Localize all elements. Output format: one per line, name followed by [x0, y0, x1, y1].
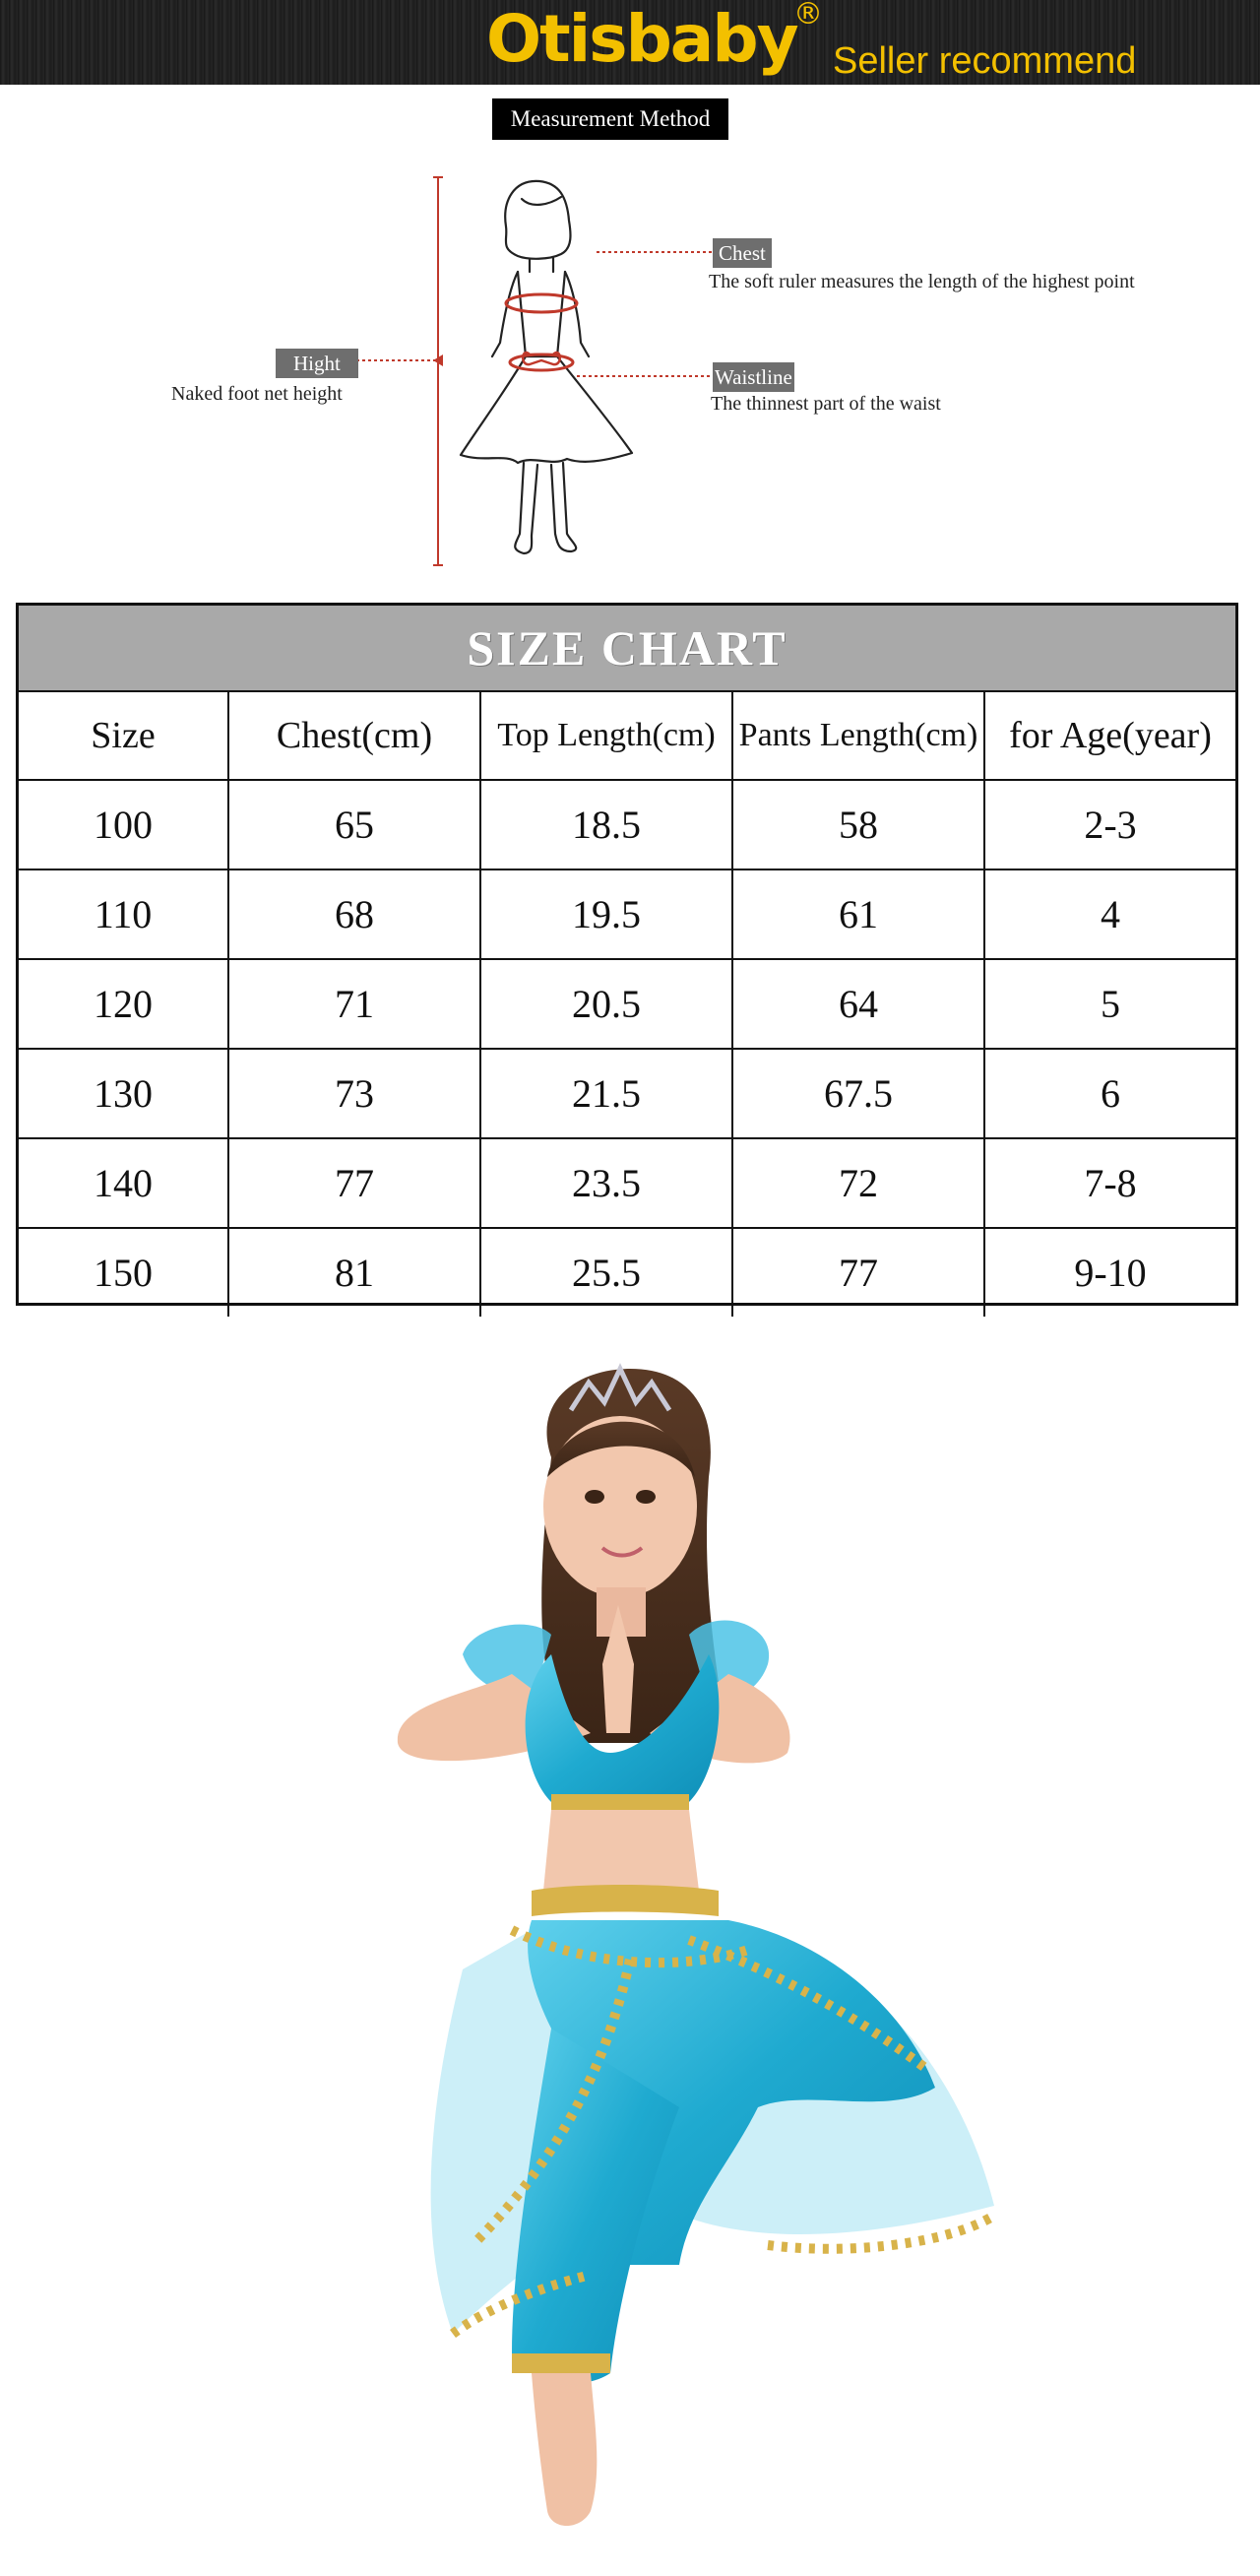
cell-size: 100 — [19, 780, 228, 869]
cell-chest: 77 — [228, 1138, 480, 1228]
column-header-size: Size — [19, 692, 228, 780]
size-table — [19, 692, 1235, 1317]
height-description: Naked foot net height — [171, 383, 343, 405]
cell-top-length: 19.5 — [480, 869, 732, 959]
size-chart — [16, 603, 1238, 1306]
column-header-chest: Chest(cm) — [228, 692, 480, 780]
waistline-label: Waistline — [713, 362, 794, 392]
table-row — [19, 780, 1235, 869]
registered-mark: ® — [793, 0, 823, 32]
cell-size: 140 — [19, 1138, 228, 1228]
column-header-top-length: Top Length(cm) — [480, 692, 732, 780]
height-label: Hight — [276, 349, 358, 378]
cell-age: 6 — [984, 1049, 1235, 1138]
cell-pants-length: 72 — [732, 1138, 984, 1228]
cell-pants-length: 61 — [732, 869, 984, 959]
brand-logo: Otisbaby — [486, 1, 797, 77]
seller-recommend-label: Seller recommend — [833, 40, 1137, 82]
cell-size: 110 — [19, 869, 228, 959]
cell-age: 7-8 — [984, 1138, 1235, 1228]
cell-chest: 65 — [228, 780, 480, 869]
table-header-row — [19, 692, 1235, 780]
cell-chest: 71 — [228, 959, 480, 1049]
child-measurement-figure — [423, 169, 660, 573]
cell-top-length: 20.5 — [480, 959, 732, 1049]
size-chart-title: SIZE CHART — [19, 606, 1235, 692]
cell-chest: 68 — [228, 869, 480, 959]
table-row — [19, 1049, 1235, 1138]
column-header-pants-length: Pants Length(cm) — [732, 692, 984, 780]
cell-size: 120 — [19, 959, 228, 1049]
table-row — [19, 1138, 1235, 1228]
cell-chest: 81 — [228, 1228, 480, 1317]
waistline-description: The thinnest part of the waist — [711, 393, 941, 415]
cell-pants-length: 67.5 — [732, 1049, 984, 1138]
brand-banner — [0, 0, 1260, 85]
product-photo — [0, 1339, 1260, 2576]
cell-age: 2-3 — [984, 780, 1235, 869]
cell-age: 9-10 — [1074, 1251, 1147, 1295]
cell-pants-length: 64 — [732, 959, 984, 1049]
cell-chest: 73 — [228, 1049, 480, 1138]
cell-age: 5 — [984, 959, 1235, 1049]
table-row — [19, 1228, 1235, 1317]
chest-description: The soft ruler measures the length of the highest point — [709, 271, 1135, 292]
cell-top-length: 25.5 — [480, 1228, 732, 1317]
cell-top-length: 18.5 — [480, 780, 732, 869]
cell-top-length: 23.5 — [480, 1138, 732, 1228]
cell-top-length: 21.5 — [480, 1049, 732, 1138]
cell-size: 150 — [19, 1228, 228, 1317]
table-row — [19, 869, 1235, 959]
measurement-method-label: Measurement Method — [492, 98, 728, 140]
column-header-age: for Age(year) — [984, 692, 1235, 780]
cell-size: 130 — [19, 1049, 228, 1138]
cell-pants-length: 58 — [732, 780, 984, 869]
table-row — [19, 959, 1235, 1049]
chest-label: Chest — [713, 238, 772, 268]
cell-age: 4 — [984, 869, 1235, 959]
cell-pants-length: 77 — [732, 1228, 984, 1317]
